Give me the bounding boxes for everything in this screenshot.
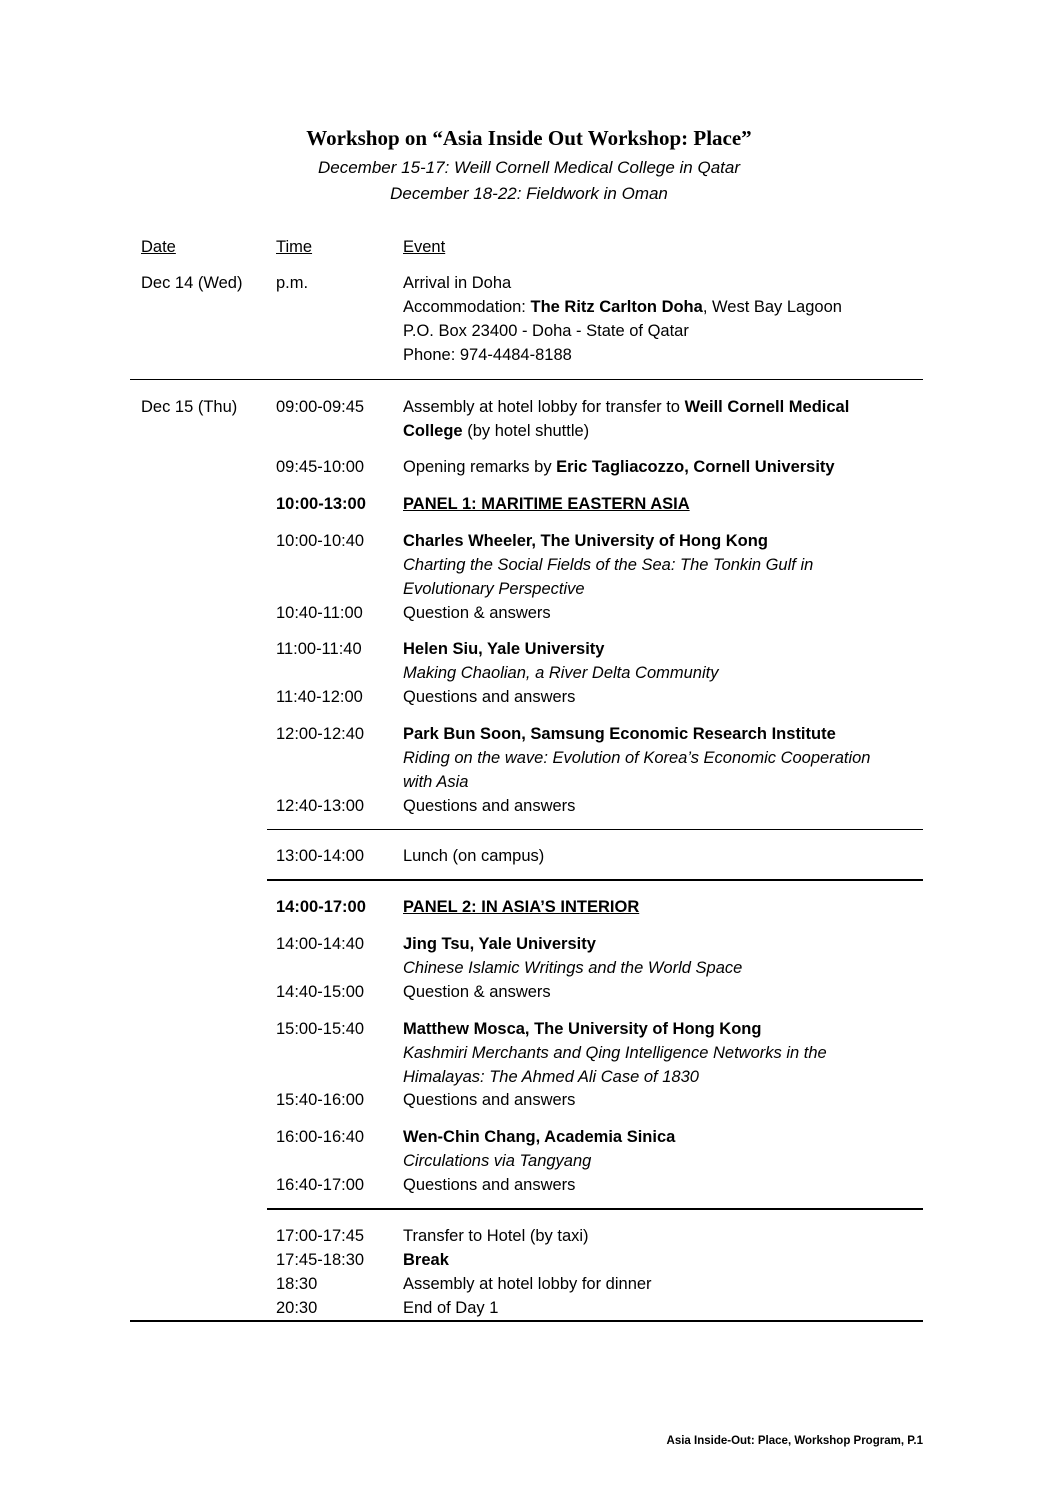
column-header-date: Date [141,238,176,256]
opening-text: Opening remarks by [403,458,557,476]
time-session2: 11:00-11:40 [276,640,362,658]
session5-title-1: Kashmiri Merchants and Qing Intelligence Networks in the [403,1044,827,1062]
time-panel1: 10:00-13:00 [276,495,366,513]
time-session1: 10:00-10:40 [276,532,365,550]
accommodation-label: Accommodation: [403,298,531,316]
time-session2-qa: 11:40-12:00 [276,688,363,706]
time-assembly: 09:00-09:45 [276,398,365,416]
time-session3: 12:00-12:40 [276,725,365,743]
end-of-day-text: End of Day 1 [403,1299,499,1317]
time-transfer: 17:00-17:45 [276,1227,365,1245]
divider-day14 [130,379,923,380]
session5-title-2: Himalayas: The Ahmed Ali Case of 1830 [403,1068,699,1086]
session6-title: Circulations via Tangyang [403,1152,592,1170]
dinner-text: Assembly at hotel lobby for dinner [403,1275,652,1293]
divider-before-lunch [267,829,923,830]
session5-qa: Questions and answers [403,1091,576,1109]
time-session6: 16:00-16:40 [276,1128,365,1146]
opening-speaker: Eric Tagliacozzo, Cornell University [556,458,835,476]
divider-after-lunch [267,879,923,881]
session2-speaker: Helen Siu, Yale University [403,640,605,658]
assembly-line-1 [403,395,849,419]
time-session5: 15:00-15:40 [276,1020,365,1038]
session5-speaker: Matthew Mosca, The University of Hong Kong [403,1020,762,1038]
session1-qa: Question & answers [403,604,551,622]
accommodation-line [403,295,842,319]
column-header-event: Event [403,238,446,256]
session6-speaker: Wen-Chin Chang, Academia Sinica [403,1128,676,1146]
assembly-line-2 [403,419,589,443]
date-dec14: Dec 14 (Wed) [141,274,243,292]
session6-qa: Questions and answers [403,1176,576,1194]
assembly-text: Assembly at hotel lobby for transfer to [403,398,685,416]
time-end: 20:30 [276,1299,318,1317]
session4-title: Chinese Islamic Writings and the World Space [403,959,743,977]
session1-speaker: Charles Wheeler, The University of Hong Kong [403,532,768,550]
hotel-phone: Phone: 974-4484-8188 [403,346,572,364]
assembly-venue: Weill Cornell Medical [684,398,850,416]
divider-evening [267,1208,923,1210]
time-opening: 09:45-10:00 [276,458,365,476]
time-dinner: 18:30 [276,1275,318,1293]
transfer-text: Transfer to Hotel (by taxi) [403,1227,589,1245]
opening-remarks [403,455,835,479]
panel2-title: PANEL 2: IN ASIA’S INTERIOR [403,898,640,916]
session2-title: Making Chaolian, a River Delta Community [403,664,719,682]
column-header-time: Time [276,238,313,256]
time-session5-qa: 15:40-16:00 [276,1091,365,1109]
time-session4: 14:00-14:40 [276,935,365,953]
page-title: Workshop on “Asia Inside Out Workshop: Place” [306,126,752,150]
time-session3-qa: 12:40-13:00 [276,797,365,815]
break-text: Break [403,1251,449,1269]
subtitle-qatar: December 15-17: Weill Cornell Medical College in Qatar [317,158,741,177]
subtitle-oman: December 18-22: Fieldwork in Oman [390,184,668,203]
divider-end [130,1320,923,1322]
time-break: 17:45-18:30 [276,1251,365,1269]
session2-qa: Questions and answers [403,688,576,706]
time-lunch: 13:00-14:00 [276,847,365,865]
assembly-note: (by hotel shuttle) [462,422,590,440]
session4-speaker: Jing Tsu, Yale University [403,935,596,953]
time-pm: p.m. [276,274,309,292]
assembly-venue-cont: College [403,422,463,440]
time-session4-qa: 14:40-15:00 [276,983,365,1001]
hotel-name: The Ritz Carlton Doha [530,298,703,316]
session3-qa: Questions and answers [403,797,576,815]
panel1-title: PANEL 1: MARITIME EASTERN ASIA [403,495,690,513]
date-dec15: Dec 15 (Thu) [141,398,238,416]
session3-title-2: with Asia [403,773,469,791]
session1-title-1: Charting the Social Fields of the Sea: The Tonkin Gulf in [403,556,814,574]
session3-speaker: Park Bun Soon, Samsung Economic Research Institute [403,725,836,743]
session3-title-1: Riding on the wave: Evolution of Korea’s Economic Cooperation [403,749,871,767]
time-session1-qa: 10:40-11:00 [276,604,363,622]
time-session6-qa: 16:40-17:00 [276,1176,365,1194]
hotel-location: , West Bay Lagoon [702,298,842,316]
arrival-text: Arrival in Doha [403,274,512,292]
time-panel2: 14:00-17:00 [276,898,366,916]
session1-title-2: Evolutionary Perspective [403,580,585,598]
hotel-address: P.O. Box 23400 - Doha - State of Qatar [403,322,689,340]
lunch-text: Lunch (on campus) [403,847,545,865]
session4-qa: Question & answers [403,983,551,1001]
page-footer: Asia Inside-Out: Place, Workshop Program, P.1 [666,1435,923,1447]
